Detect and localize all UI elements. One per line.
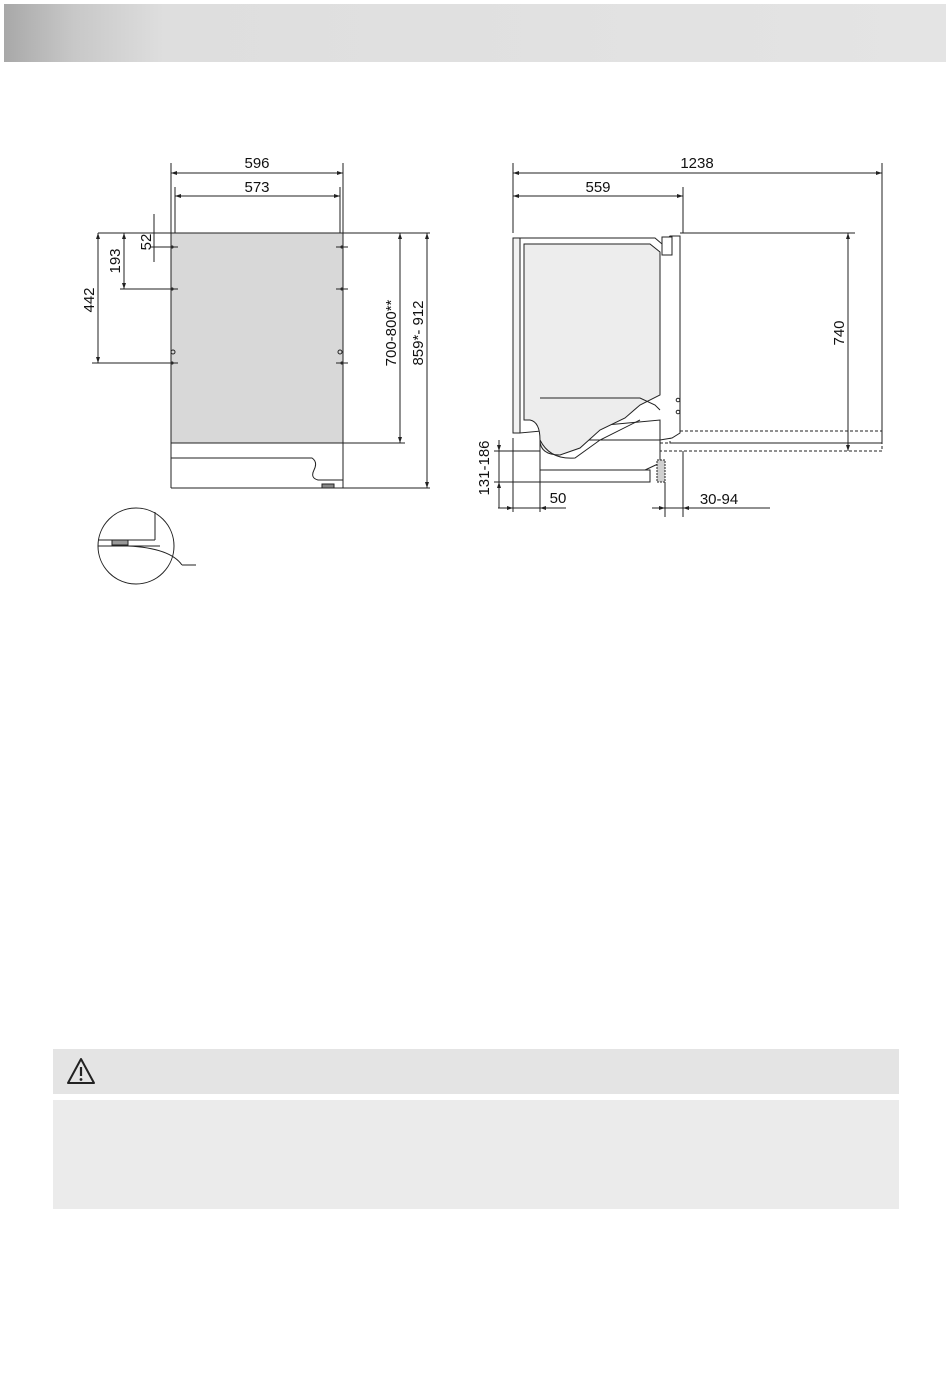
side-view [494,163,882,517]
installation-dimension-drawing [0,0,950,620]
dim-plinth-height: 131-186 [476,440,493,496]
dim-top-hole: 52 [138,233,155,251]
dim-front-inner-width: 573 [244,179,270,196]
dim-side-open-depth: 1238 [680,155,714,172]
dim-door-height: 740 [831,320,848,346]
dim-side-body-depth: 559 [585,179,611,196]
front-view [92,163,430,584]
dim-plinth-depth: 50 [549,490,567,507]
dim-front-outer-width: 596 [244,155,270,172]
warning-triangle-icon [66,1056,96,1086]
dim-low-hole: 442 [81,287,98,313]
warning-body [53,1100,899,1209]
dim-mid-hole: 193 [107,248,124,274]
dim-niche-height: 700-800** [383,299,400,367]
dim-total-height: 859*- 912 [410,300,427,366]
dim-door-offset: 30-94 [699,491,739,508]
warning-title-bar [53,1049,899,1094]
